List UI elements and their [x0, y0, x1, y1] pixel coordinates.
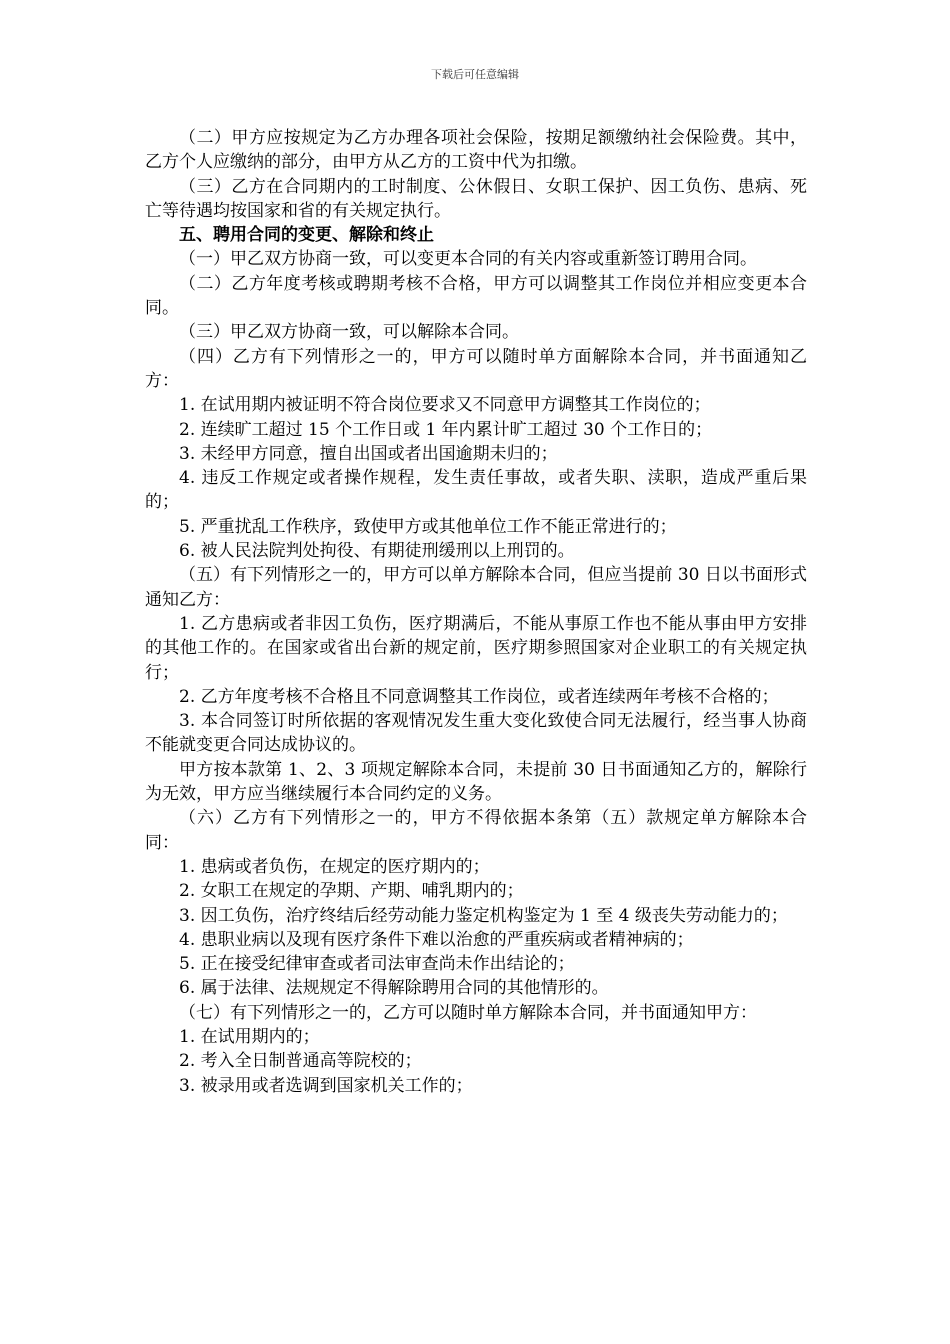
paragraph: （三）乙方在合同期内的工时制度、公休假日、女职工保护、因工负伤、患病、死亡等待遇均按国家和省的有关规定执行。 — [145, 176, 807, 221]
list-item: 3. 被录用或者选调到国家机关工作的； — [179, 1075, 473, 1096]
paragraph: （二）乙方年度考核或聘期考核不合格，甲方可以调整其工作岗位并相应变更本合同。 — [145, 273, 807, 319]
paragraph: （五）有下列情形之一的，甲方可以单方解除本合同，但应当提前 30 日以书面形式通知乙方： — [145, 565, 807, 610]
paragraph: （六）乙方有下列情形之一的，甲方不得依据本条第（五）款规定单方解除本合同： — [145, 808, 807, 853]
list-item: 1. 乙方患病或者非因工负伤，医疗期满后，不能从事原工作也不能从事由甲方安排的其他工作的。在国家或省出台新的规定前，医疗期参照国家对企业职工的有关规定执行； — [145, 613, 807, 683]
list-item: 1. 在试用期内的； — [179, 1026, 320, 1047]
list-item: 4. 违反工作规定或者操作规程，发生责任事故，或者失职、渎职，造成严重后果的； — [145, 468, 807, 513]
list-item: 2. 女职工在规定的孕期、产期、哺乳期内的； — [179, 881, 524, 902]
paragraph: 甲方按本款第 1、2、3 项规定解除本合同，未提前 30 日书面通知乙方的，解除行为无效，甲方应当继续履行本合同约定的义务。 — [145, 759, 807, 805]
list-item: 3. 本合同签订时所依据的客观情况发生重大变化致使合同无法履行，经当事人协商不能就变更合同达成协议的。 — [145, 711, 807, 756]
page-header: 下载后可任意编辑 — [431, 68, 519, 81]
document-body — [145, 126, 807, 1098]
paragraph: （一）甲乙双方协商一致，可以变更本合同的有关内容或重新签订聘用合同。 — [179, 249, 757, 270]
paragraph: （三）甲乙双方协商一致，可以解除本合同。 — [179, 322, 519, 343]
list-item: 1. 患病或者负伤，在规定的医疗期内的； — [179, 856, 490, 877]
list-item: 2. 乙方年度考核不合格且不同意调整其工作岗位，或者连续两年考核不合格的； — [179, 686, 779, 707]
list-item: 1. 在试用期内被证明不符合岗位要求又不同意甲方调整其工作岗位的； — [179, 395, 711, 416]
list-item: 3. 因工负伤，治疗终结后经劳动能力鉴定机构鉴定为 1 至 4 级丧失劳动能力的； — [179, 905, 788, 926]
list-item: 6. 属于法律、法规规定不得解除聘用合同的其他情形的。 — [179, 978, 609, 999]
section-heading: 五、聘用合同的变更、解除和终止 — [179, 225, 434, 246]
list-item: 3. 未经甲方同意，擅自出国或者出国逾期未归的； — [179, 443, 558, 464]
list-item: 2. 考入全日制普通高等院校的； — [179, 1051, 422, 1072]
paragraph: （七）有下列情形之一的，乙方可以随时单方解除本合同，并书面通知甲方： — [179, 1002, 757, 1023]
list-item: 5. 正在接受纪律审查或者司法审查尚未作出结论的； — [179, 954, 575, 975]
list-item: 6. 被人民法院判处拘役、有期徒刑缓刑以上刑罚的。 — [179, 541, 575, 562]
paragraph: （四）乙方有下列情形之一的，甲方可以随时单方面解除本合同，并书面通知乙方： — [145, 346, 807, 391]
list-item: 2. 连续旷工超过 15 个工作日或 1 年内累计旷工超过 30 个工作日的； — [179, 419, 713, 440]
list-item: 5. 严重扰乱工作秩序，致使甲方或其他单位工作不能正常进行的； — [179, 516, 677, 537]
list-item: 4. 患职业病以及现有医疗条件下难以治愈的严重疾病或者精神病的； — [179, 929, 694, 950]
paragraph: （二）甲方应按规定为乙方办理各项社会保险，按期足额缴纳社会保险费。其中，乙方个人应缴纳的部分，由甲方从乙方的工资中代为扣缴。 — [145, 128, 807, 173]
